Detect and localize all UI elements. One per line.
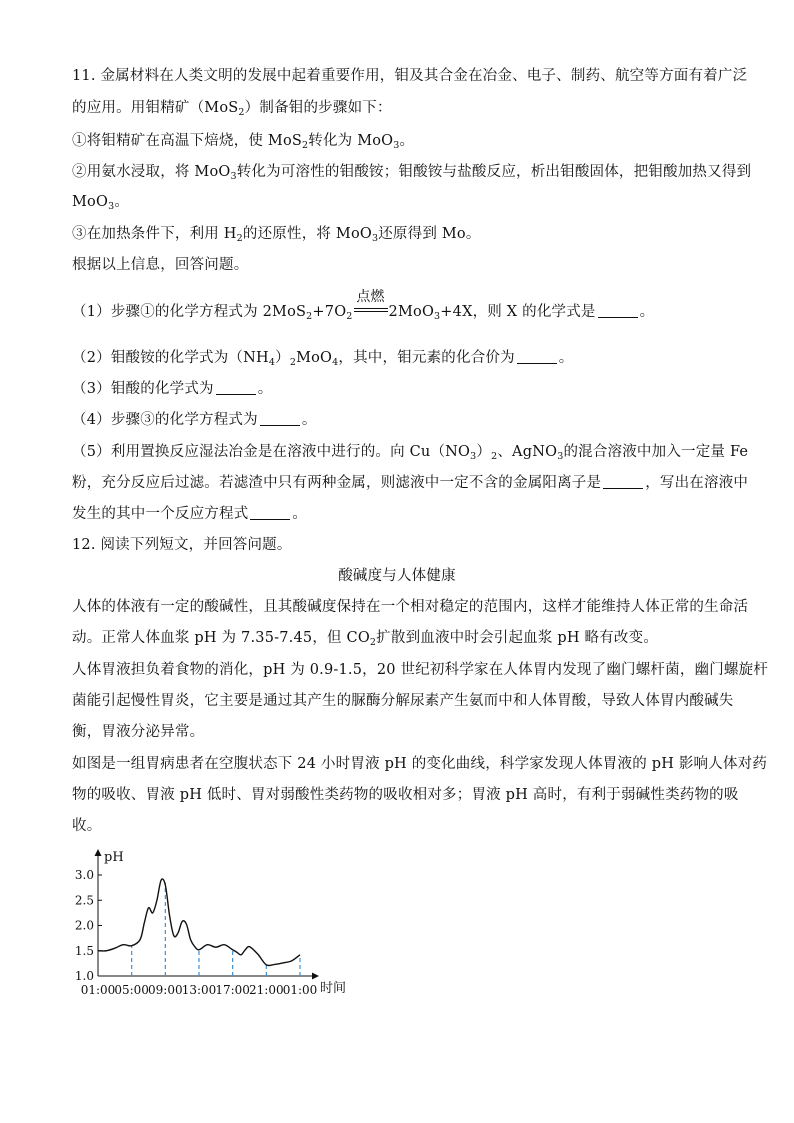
text-run: ）制备钼的步骤如下： (244, 100, 392, 116)
q12-intro (72, 535, 722, 555)
chart-guides (132, 883, 300, 976)
text-run: +4X，则 X 的化学式是 (440, 304, 596, 320)
text-run: 如图是一组胃病患者在空腹状态下 24 小时胃液 pH 的变化曲线，科学家发现人体胃液的 pH 影响人体对药 (72, 756, 768, 772)
q12-para3-line1 (72, 754, 768, 774)
q11-step1 (72, 131, 722, 151)
text-run: 菌能引起慢性胃炎，它主要是通过其产生的脲酶分解尿素产生氨而中和人体胃酸，导致人体胃内酸碱失 (72, 693, 734, 709)
subscript: 3 (108, 201, 115, 212)
text-run: ，写出在溶液中 (645, 475, 749, 491)
q11-prompt (72, 255, 722, 275)
text-run: 根据以上信息，回答问题。 (72, 257, 249, 273)
article-title: 酸碱度与人体健康 (338, 568, 456, 584)
answer-blank[interactable] (250, 505, 290, 520)
text-run: 2MoO (388, 304, 435, 320)
chart-labels (75, 850, 346, 997)
text-run: 发生的其中一个反应方程式 (72, 506, 249, 522)
text-run: 。 (292, 506, 308, 522)
y-tick-label: 2.0 (74, 918, 94, 933)
text-run: 。 (301, 412, 317, 428)
subscript: 4 (332, 357, 339, 368)
text-run: 、AgNO (497, 444, 558, 460)
answer-blank[interactable] (216, 380, 256, 395)
x-tick-label: 17:00 (215, 983, 250, 997)
text-run: ①将钼精矿在高温下焙烧，使 MoS (72, 133, 303, 149)
q12-title (0, 566, 794, 586)
q11-part2 (72, 348, 722, 368)
text-run: 动。正常人体血浆 pH 为 7.35-7.45，但 CO (72, 630, 370, 646)
text-run: 扩散到血液中时会引起血浆 pH 略有改变。 (376, 630, 659, 646)
q11-step2-cont (72, 192, 722, 212)
q11-step3 (72, 224, 722, 244)
subscript: 3 (557, 451, 564, 462)
q12-para1-line2 (72, 628, 722, 648)
text-run: 。 (399, 133, 415, 149)
q11-part4 (72, 410, 722, 430)
y-tick-label: 1.0 (74, 969, 94, 983)
text-run: （1）步骤①的化学方程式为 2MoS (72, 304, 307, 320)
chart-axes (98, 850, 318, 976)
y-tick-label: 3.0 (74, 868, 94, 882)
q12-para2-line2 (72, 691, 734, 711)
y-tick-label: 2.5 (74, 893, 94, 908)
text-run: MoO (296, 350, 333, 366)
text-run: 转化为可溶性的钼酸铵；钼酸铵与盐酸反应，析出钼酸固体，把钼酸加热又得到 (236, 164, 752, 180)
subscript: 2 (289, 357, 297, 368)
q11-intro-line1 (72, 66, 748, 86)
q11-part5-cont (72, 473, 749, 493)
text-run: 。 (257, 381, 273, 397)
text-run: 12. 阅读下列短文，并回答问题。 (72, 537, 292, 553)
subscript: 2 (369, 637, 377, 648)
subscript: 2 (346, 311, 353, 322)
x-tick-label: 01:00 (282, 983, 318, 997)
q12-para1-line1 (72, 597, 749, 617)
answer-blank[interactable] (260, 411, 300, 426)
q11-intro-text: 11. 金属材料在人类文明的发展中起着重要作用，钼及其合金在冶金、电子、制药、航空等方面有着广泛 (72, 68, 748, 84)
x-axis-title: 时间 (320, 981, 347, 996)
subscript: 3 (434, 311, 441, 322)
text-run: ③在加热条件下，利用 H (72, 226, 237, 242)
text-run: （2）钼酸铵的化学式为（NH (72, 350, 269, 366)
text-run: （5）利用置换反应湿法冶金是在溶液中进行的。向 Cu（NO (72, 444, 471, 460)
subscript: 3 (393, 140, 400, 151)
x-tick-label: 21:00 (249, 983, 284, 997)
text-run: ，其中，钼元素的化合价为 (338, 350, 515, 366)
text-run: 还原得到 Mo。 (378, 226, 481, 242)
equals-bar (354, 308, 388, 312)
text-run: MoO (72, 194, 109, 210)
subscript: 2 (491, 451, 498, 462)
subscript: 3 (470, 451, 477, 462)
reaction-condition (354, 289, 388, 322)
answer-blank[interactable] (603, 474, 643, 489)
answer-blank[interactable] (517, 349, 557, 364)
text-run: ） (275, 350, 290, 366)
x-tick-label: 13:00 (181, 983, 217, 997)
q12-para2-line3 (72, 722, 722, 742)
x-tick-label: 05:00 (114, 983, 149, 997)
subscript: 2 (302, 140, 309, 151)
q12-para3-line2 (72, 785, 739, 805)
text-run: 人体胃液担负着食物的消化，pH 为 0.9-1.5，20 世纪初科学家在人体胃内发现了幽门螺杆菌，幽门螺旋杆 (72, 662, 769, 678)
q11-step2 (72, 162, 752, 182)
text-run: 转化为 MoO (308, 133, 394, 149)
subscript: 2 (236, 233, 243, 244)
subscript: 2 (306, 311, 313, 322)
text-run: （4）步骤③的化学方程式为 (72, 412, 258, 428)
q11-part5 (72, 442, 749, 462)
q11-part5-cont2 (72, 504, 722, 524)
text-run: +7O (312, 304, 347, 320)
x-tick-label: 09:00 (148, 983, 183, 997)
q11-intro-line2 (72, 98, 722, 118)
text-run: ②用氨水浸取，将 MoO (72, 164, 231, 180)
subscript: 2 (238, 107, 245, 118)
text-run: 衡，胃液分泌异常。 (72, 724, 205, 740)
gastric-ph-chart (60, 840, 360, 1010)
text-run: 物的吸收、胃液 pH 低时、胃对弱酸性类药物的吸收相对多；胃液 pH 高时，有利于弱碱性类药物的吸 (72, 787, 739, 803)
answer-blank[interactable] (598, 303, 638, 318)
subscript: 3 (230, 171, 237, 182)
text-run: ） (476, 444, 492, 460)
text-run: 。 (114, 194, 130, 210)
text-run: 。 (639, 304, 655, 320)
subscript: 4 (268, 357, 276, 368)
y-axis-title: pH (104, 850, 124, 865)
q12-para2-line1 (72, 660, 769, 680)
text-run: （3）钼酸的化学式为 (72, 381, 214, 397)
y-tick-label: 1.5 (74, 943, 94, 958)
x-tick-label: 01:00 (80, 983, 116, 997)
q11-part3 (72, 379, 722, 399)
subscript: 3 (371, 233, 379, 244)
text-run: 。 (558, 350, 574, 366)
text-run: 的应用。用钼精矿（MoS (72, 100, 239, 116)
q12-para3-line3 (72, 816, 722, 836)
q11-part1 (72, 289, 722, 322)
text-run: 收。 (72, 818, 102, 834)
condition-label: 点燃 (356, 289, 385, 305)
text-run: 的混合溶液中加入一定量 Fe (563, 444, 749, 460)
text-run: 粉，充分反应后过滤。若滤渣中只有两种金属，则滤液中一定不含的金属阳离子是 (72, 475, 602, 491)
text-run: 人体的体液有一定的酸碱性，且其酸碱度保持在一个相对稳定的范围内，这样才能维持人体正常的生命活 (72, 599, 749, 615)
text-run: 的还原性，将 MoO (242, 226, 372, 242)
